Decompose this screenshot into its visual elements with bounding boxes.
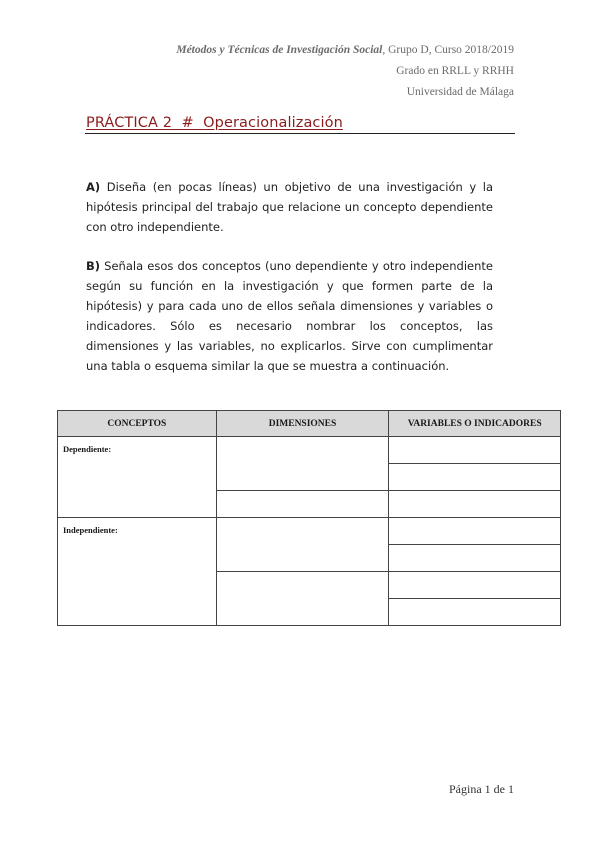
- section-b-paragraph: [86, 256, 493, 376]
- variable-cell[interactable]: [389, 545, 561, 572]
- header-variables: VARIABLES O INDICADORES: [389, 411, 561, 437]
- table-header-row: [58, 411, 561, 437]
- header-dimensiones: DIMENSIONES: [216, 411, 389, 437]
- course-details: , Grupo D, Curso 2018/2019: [382, 44, 514, 56]
- university-line: Universidad de Málaga: [406, 86, 514, 98]
- dimension-cell[interactable]: [216, 437, 389, 491]
- section-a-letter: A): [86, 180, 101, 194]
- section-b-text: Señala esos dos conceptos (uno dependiente y otro independiente según su función en la investigación y que formen parte de la hipótesis) y para cada uno de ellos señala dimensiones y variables o indicadores. Sólo es necesario nombrar los conceptos, las dimensiones y las variables, no explicarlos. Sirve con cumplimentar una tabla o esquema similar la que se muestra a continuación.: [86, 259, 493, 373]
- table-row: [58, 437, 561, 464]
- title-separator: #: [172, 115, 204, 131]
- variable-cell[interactable]: [389, 518, 561, 545]
- operationalization-table: [57, 410, 561, 626]
- degree-line: Grado en RRLL y RRHH: [396, 65, 514, 77]
- variable-cell[interactable]: [389, 464, 561, 491]
- course-line: [176, 40, 514, 61]
- section-a-text: Diseña (en pocas líneas) un objetivo de una investigación y la hipótesis principal del trabajo que relacione un concepto dependiente con otro independiente.: [86, 180, 493, 234]
- concept-dependiente[interactable]: Dependiente:: [58, 437, 217, 518]
- section-b-letter: B): [86, 259, 101, 273]
- section-a-paragraph: [86, 177, 493, 237]
- variable-cell[interactable]: [389, 437, 561, 464]
- concept-independiente[interactable]: Independiente:: [58, 518, 217, 626]
- title-topic: Operacionalización: [203, 115, 343, 131]
- course-title: Métodos y Técnicas de Investigación Social: [176, 44, 383, 56]
- practice-title: [86, 115, 343, 131]
- variable-cell[interactable]: [389, 572, 561, 599]
- variable-cell[interactable]: [389, 599, 561, 626]
- page-number: Página 1 de 1: [449, 782, 514, 796]
- header-conceptos: CONCEPTOS: [58, 411, 217, 437]
- variable-cell[interactable]: [389, 491, 561, 518]
- table-row: [58, 518, 561, 545]
- dimension-cell[interactable]: [216, 491, 389, 518]
- dimension-cell[interactable]: [216, 518, 389, 572]
- dimension-cell[interactable]: [216, 572, 389, 626]
- page-header: [176, 40, 514, 103]
- title-prefix: PRÁCTICA 2: [86, 115, 173, 131]
